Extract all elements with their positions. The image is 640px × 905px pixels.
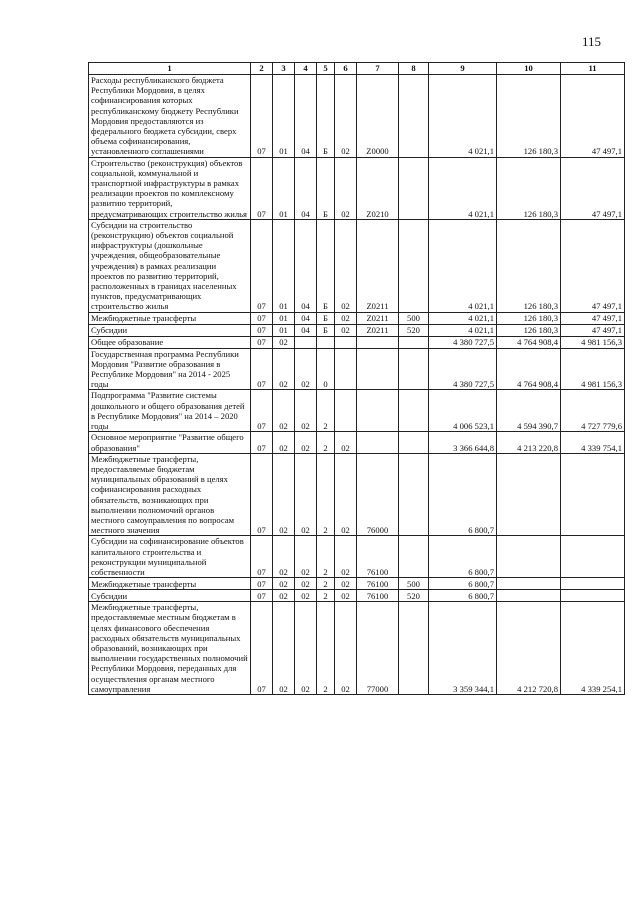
amount-year3: 4 981 156,3 <box>561 348 625 390</box>
amount-year1: 6 800,7 <box>429 578 497 590</box>
amount-year1: 3 366 644,8 <box>429 432 497 453</box>
subsection-code: 02 <box>273 578 295 590</box>
direction-code: 76000 <box>357 453 399 536</box>
table-row <box>89 432 625 453</box>
amount-year1: 4 021,1 <box>429 157 497 219</box>
expense-type-code <box>399 219 429 312</box>
subprogram-code: 2 <box>317 578 335 590</box>
amount-year2: 4 213 220,8 <box>497 432 561 453</box>
section-code: 07 <box>251 390 273 432</box>
amount-year3 <box>561 453 625 536</box>
section-code: 07 <box>251 536 273 578</box>
row-name: Государственная программа Республики Мордовия "Развитие образования в Республике Мордовия" на 2014 - 2025 годы <box>89 348 251 390</box>
amount-year2: 126 180,3 <box>497 75 561 158</box>
amount-year2: 126 180,3 <box>497 324 561 336</box>
program-code: 02 <box>295 432 317 453</box>
event-code: 02 <box>335 578 357 590</box>
amount-year2: 126 180,3 <box>497 312 561 324</box>
expense-type-code: 500 <box>399 312 429 324</box>
amount-year1: 4 021,1 <box>429 75 497 158</box>
section-code: 07 <box>251 453 273 536</box>
expense-type-code <box>399 390 429 432</box>
header-cell: 9 <box>429 63 497 75</box>
section-code: 07 <box>251 578 273 590</box>
amount-year1: 4 380 727,5 <box>429 348 497 390</box>
program-code: 04 <box>295 157 317 219</box>
row-name: Субсидии на строительство (реконструкцию) объектов социальной инфраструктуры (дошкольные учреждения, общеобразовательные учреждения) в рамках реализации проектов по развитию территорий, расположенных в границах населенных пунктов, предусматривающих строительство жилья <box>89 219 251 312</box>
program-code: 04 <box>295 219 317 312</box>
program-code: 02 <box>295 590 317 602</box>
subprogram-code: Б <box>317 157 335 219</box>
direction-code <box>357 432 399 453</box>
subsection-code: 01 <box>273 324 295 336</box>
amount-year1: 4 021,1 <box>429 324 497 336</box>
direction-code: Z0000 <box>357 75 399 158</box>
amount-year1: 6 800,7 <box>429 536 497 578</box>
direction-code: Z0211 <box>357 219 399 312</box>
subprogram-code: 2 <box>317 453 335 536</box>
section-code: 07 <box>251 348 273 390</box>
amount-year3 <box>561 536 625 578</box>
amount-year2 <box>497 578 561 590</box>
amount-year2: 4 764 908,4 <box>497 348 561 390</box>
event-code: 02 <box>335 590 357 602</box>
direction-code <box>357 390 399 432</box>
expense-type-code <box>399 536 429 578</box>
table-row <box>89 312 625 324</box>
subsection-code: 02 <box>273 453 295 536</box>
row-name: Основное мероприятие "Развитие общего образования" <box>89 432 251 453</box>
amount-year3: 47 497,1 <box>561 324 625 336</box>
row-name: Межбюджетные трансферты <box>89 312 251 324</box>
expense-type-code <box>399 602 429 695</box>
subsection-code: 02 <box>273 602 295 695</box>
expense-type-code: 500 <box>399 578 429 590</box>
program-code: 02 <box>295 348 317 390</box>
section-code: 07 <box>251 312 273 324</box>
expense-type-code: 520 <box>399 590 429 602</box>
amount-year2 <box>497 536 561 578</box>
expense-type-code: 520 <box>399 324 429 336</box>
amount-year2: 126 180,3 <box>497 219 561 312</box>
event-code <box>335 336 357 348</box>
amount-year1: 4 380 727,5 <box>429 336 497 348</box>
program-code: 02 <box>295 578 317 590</box>
subsection-code: 02 <box>273 390 295 432</box>
page-number: 115 <box>582 34 602 49</box>
table-row <box>89 390 625 432</box>
subprogram-code: 2 <box>317 602 335 695</box>
table-row <box>89 536 625 578</box>
amount-year3 <box>561 590 625 602</box>
table-row <box>89 602 625 695</box>
direction-code: 76100 <box>357 590 399 602</box>
subprogram-code: Б <box>317 75 335 158</box>
subsection-code: 01 <box>273 219 295 312</box>
row-name: Общее образование <box>89 336 251 348</box>
amount-year2: 4 764 908,4 <box>497 336 561 348</box>
direction-code: 76100 <box>357 578 399 590</box>
amount-year3: 47 497,1 <box>561 157 625 219</box>
amount-year3: 4 727 779,6 <box>561 390 625 432</box>
event-code <box>335 390 357 432</box>
row-name: Субсидии на софинансирование объектов капитального строительства и реконструкции муниципальной собственности <box>89 536 251 578</box>
section-code: 07 <box>251 336 273 348</box>
subprogram-code: 2 <box>317 432 335 453</box>
direction-code: 76100 <box>357 536 399 578</box>
subsection-code: 02 <box>273 348 295 390</box>
section-code: 07 <box>251 432 273 453</box>
subprogram-code: Б <box>317 324 335 336</box>
program-code: 04 <box>295 75 317 158</box>
table-row <box>89 590 625 602</box>
row-name: Подпрограмма "Развитие системы дошкольного и общего образования детей в Республике Мордовия" на 2014 – 2020 годы <box>89 390 251 432</box>
event-code: 02 <box>335 432 357 453</box>
header-cell: 3 <box>273 63 295 75</box>
subsection-code: 01 <box>273 157 295 219</box>
subprogram-code: 2 <box>317 536 335 578</box>
direction-code: Z0211 <box>357 312 399 324</box>
table-row <box>89 324 625 336</box>
table-body <box>89 75 625 695</box>
header-cell: 1 <box>89 63 251 75</box>
amount-year1: 6 800,7 <box>429 453 497 536</box>
amount-year3: 4 339 254,1 <box>561 602 625 695</box>
amount-year3 <box>561 578 625 590</box>
expense-type-code <box>399 75 429 158</box>
amount-year2: 4 212 720,8 <box>497 602 561 695</box>
direction-code: Z0211 <box>357 324 399 336</box>
amount-year3: 47 497,1 <box>561 75 625 158</box>
event-code <box>335 348 357 390</box>
header-cell: 11 <box>561 63 625 75</box>
header-cell: 7 <box>357 63 399 75</box>
amount-year2: 4 594 390,7 <box>497 390 561 432</box>
event-code: 02 <box>335 602 357 695</box>
amount-year3: 47 497,1 <box>561 219 625 312</box>
table-row <box>89 336 625 348</box>
row-name: Расходы республиканского бюджета Республики Мордовия, в целях софинансирования которых республиканскому бюджету Республики Мордовия предоставляются из федерального бюджета субсидии, сверх объема софинансирования, установленного соглашениями <box>89 75 251 158</box>
subprogram-code: Б <box>317 312 335 324</box>
header-row <box>89 63 625 75</box>
direction-code: 77000 <box>357 602 399 695</box>
row-name: Межбюджетные трансферты <box>89 578 251 590</box>
subsection-code: 02 <box>273 336 295 348</box>
event-code: 02 <box>335 324 357 336</box>
row-name: Строительство (реконструкция) объектов социальной, коммунальной и транспортной инфраструктуры в рамках реализации проектов по комплексному развитию территорий, предусматривающих строительство жилья <box>89 157 251 219</box>
subsection-code: 01 <box>273 312 295 324</box>
amount-year2 <box>497 590 561 602</box>
amount-year3: 4 981 156,3 <box>561 336 625 348</box>
amount-year1: 4 021,1 <box>429 312 497 324</box>
section-code: 07 <box>251 157 273 219</box>
budget-table <box>88 62 625 695</box>
header-cell: 5 <box>317 63 335 75</box>
event-code: 02 <box>335 75 357 158</box>
direction-code: Z0210 <box>357 157 399 219</box>
program-code <box>295 336 317 348</box>
program-code: 02 <box>295 602 317 695</box>
row-name: Субсидии <box>89 324 251 336</box>
program-code: 02 <box>295 536 317 578</box>
section-code: 07 <box>251 590 273 602</box>
subsection-code: 01 <box>273 75 295 158</box>
table-row <box>89 348 625 390</box>
amount-year1: 6 800,7 <box>429 590 497 602</box>
event-code: 02 <box>335 219 357 312</box>
event-code: 02 <box>335 536 357 578</box>
program-code: 02 <box>295 453 317 536</box>
section-code: 07 <box>251 219 273 312</box>
expense-type-code <box>399 336 429 348</box>
table-row <box>89 219 625 312</box>
expense-type-code <box>399 432 429 453</box>
header-cell: 8 <box>399 63 429 75</box>
row-name: Межбюджетные трансферты, предоставляемые бюджетам муниципальных образований в целях софинансирования расходных обязательств, возникающих при выполнении полномочий органов местного самоуправления по вопросам местного значения <box>89 453 251 536</box>
subprogram-code: Б <box>317 219 335 312</box>
subprogram-code <box>317 336 335 348</box>
table-row <box>89 157 625 219</box>
amount-year1: 4 006 523,1 <box>429 390 497 432</box>
program-code: 04 <box>295 312 317 324</box>
section-code: 07 <box>251 75 273 158</box>
program-code: 04 <box>295 324 317 336</box>
direction-code <box>357 336 399 348</box>
amount-year1: 3 359 344,1 <box>429 602 497 695</box>
subsection-code: 02 <box>273 432 295 453</box>
program-code: 02 <box>295 390 317 432</box>
expense-type-code <box>399 348 429 390</box>
row-name: Межбюджетные трансферты, предоставляемые местным бюджетам в целях финансового обеспечения расходных обязательств муниципальных образований, возникающих при выполнении государственных полномочий Республики Мордовия, переданных для осуществления органам местного самоуправления <box>89 602 251 695</box>
amount-year2: 126 180,3 <box>497 157 561 219</box>
section-code: 07 <box>251 324 273 336</box>
amount-year3: 4 339 754,1 <box>561 432 625 453</box>
expense-type-code <box>399 453 429 536</box>
row-name: Субсидии <box>89 590 251 602</box>
header-cell: 4 <box>295 63 317 75</box>
subprogram-code: 0 <box>317 348 335 390</box>
subsection-code: 02 <box>273 590 295 602</box>
header-cell: 10 <box>497 63 561 75</box>
event-code: 02 <box>335 312 357 324</box>
table-row <box>89 578 625 590</box>
table-row <box>89 75 625 158</box>
amount-year2 <box>497 453 561 536</box>
amount-year1: 4 021,1 <box>429 219 497 312</box>
subsection-code: 02 <box>273 536 295 578</box>
direction-code <box>357 348 399 390</box>
event-code: 02 <box>335 157 357 219</box>
table-row <box>89 453 625 536</box>
header-cell: 6 <box>335 63 357 75</box>
subprogram-code: 2 <box>317 390 335 432</box>
section-code: 07 <box>251 602 273 695</box>
amount-year3: 47 497,1 <box>561 312 625 324</box>
header-cell: 2 <box>251 63 273 75</box>
subprogram-code: 2 <box>317 590 335 602</box>
event-code: 02 <box>335 453 357 536</box>
expense-type-code <box>399 157 429 219</box>
